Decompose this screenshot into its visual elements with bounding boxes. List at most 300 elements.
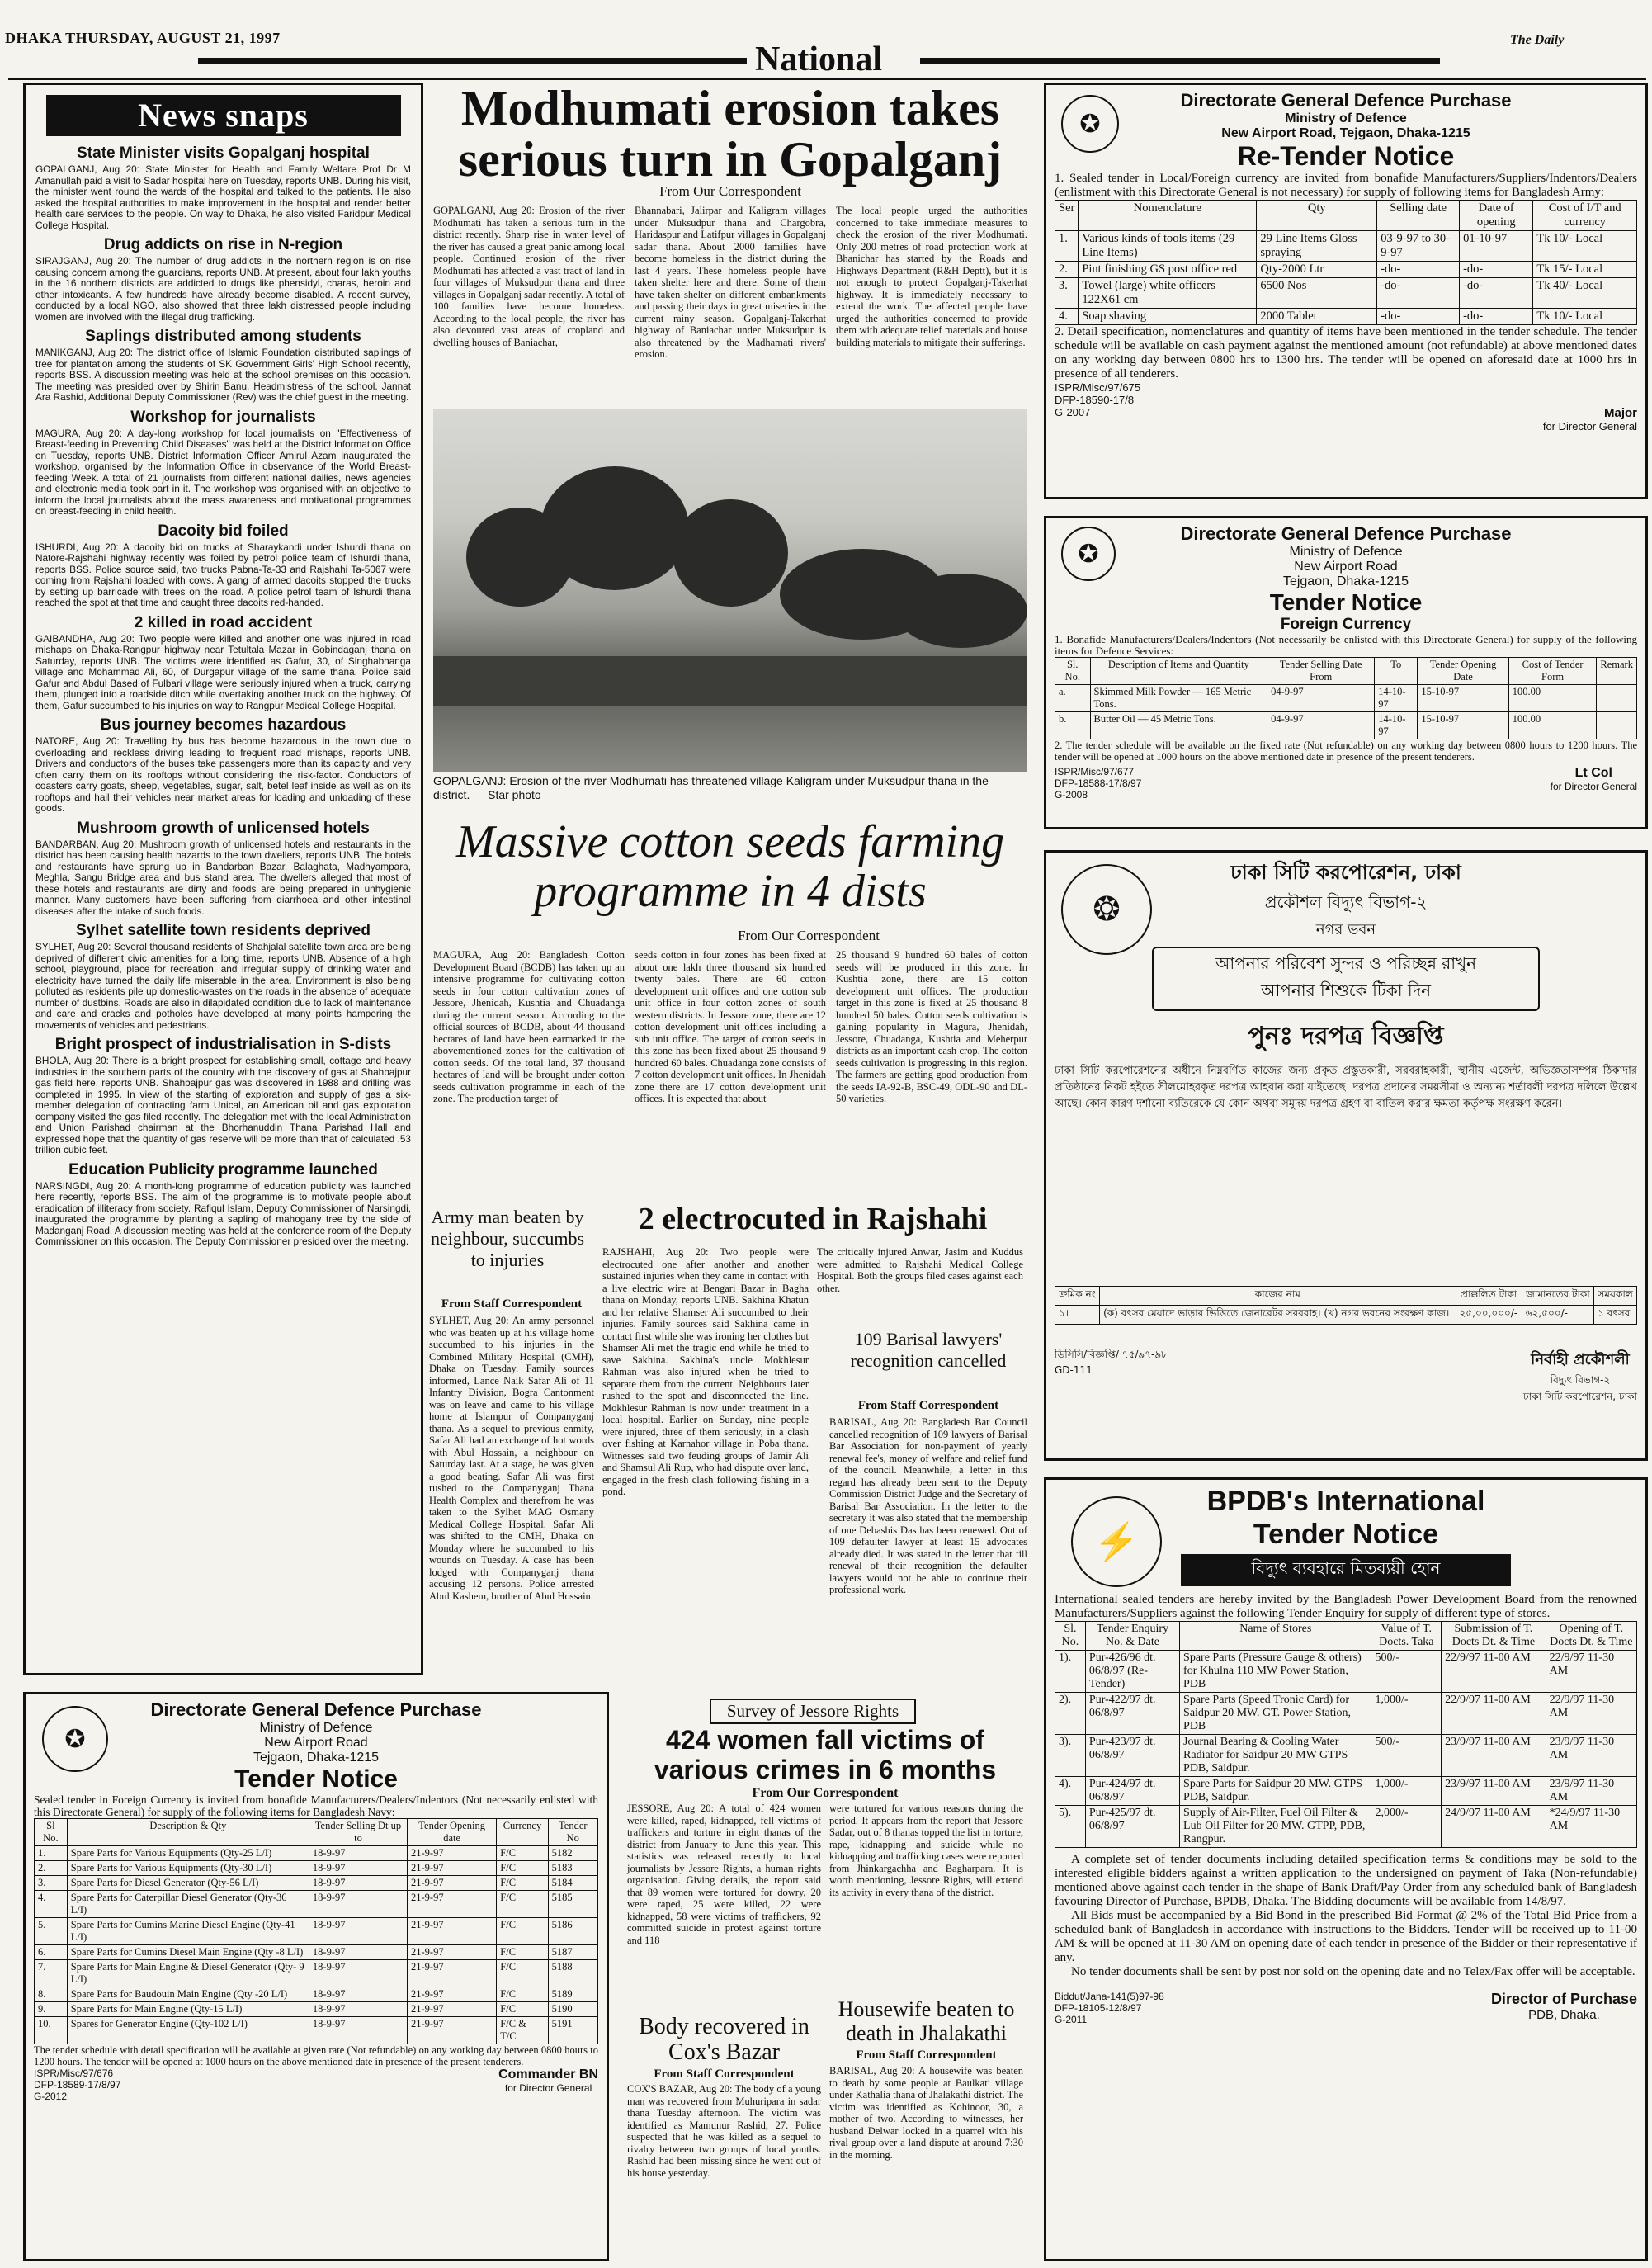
table-cell: Pur-424/97 dt. 06/8/97 — [1085, 1777, 1179, 1806]
bpdb-logo-icon: ⚡ — [1071, 1496, 1162, 1587]
table-cell: Supply of Air-Filter, Fuel Oil Filter & Lub Oil Filter for 20 MW. GTPP, PDB, Rangpur. — [1180, 1806, 1371, 1848]
table-cell: ১। — [1055, 1306, 1100, 1325]
tender-ref: ISPR/Misc/97/676 — [34, 2067, 114, 2079]
table-cell: 6500 Nos — [1257, 278, 1377, 309]
headline-jhalakathi: Housewife beaten to death in Jhalakathi — [838, 1997, 1015, 2045]
byline: From Our Correspondent — [752, 1786, 899, 1800]
tender-paragraph: A complete set of tender documents including detailed specification terms & conditions may be sold to the interested eligible bidders against a written application to the undersigned on payment of Taka (Non-refundable) mentioned above against each tender in the shape of Bank Draft/Pay Order from any scheduled bank of Bangladesh favouring Director of Purchase, BPDB, Dhaka. The Bidding documents will be available from 14/8/97. — [1055, 1853, 1637, 1908]
tender-note: The tender schedule with detail specification will be available at given rate (Not refundable) on any working day between 0800 hours to 1200 hours. The tender will be opened at 1000 hours on the above mentioned date in presence of the present tenderers. — [34, 2044, 598, 2067]
tender-ministry: Ministry of Defence — [1289, 545, 1403, 559]
snap-headline: Saplings distributed among students — [85, 328, 361, 345]
headline-barisal: 109 Barisal lawyers' recognition cancelled — [850, 1329, 1007, 1371]
table-cell: 22/9/97 11-30 AM — [1546, 1651, 1636, 1693]
table-cell: F/C — [497, 1987, 548, 2002]
article-column: MAGURA, Aug 20: Bangladesh Cotton Development Board (BCDB) has taken up an intensive programme for cultivating cotton seeds in four cotton cultivation zones of Jessore, Jhenidah, Kushtia and Chuadanga during the current season. According to the official sources of BCDB, about 44 thousand hectares of land have been earmarked in the abovementioned zones for the cultivation of cotton seeds. Of the total land, 37 thousand hectares of land will be brought under cotton seeds cultivation programme in each of the zone. The production target of — [433, 949, 625, 1104]
tender-signatory: Major — [1603, 406, 1637, 420]
table-cell: 6. — [35, 1945, 68, 1960]
tender-signatory-title: PDB, Dhaka. — [1528, 2008, 1600, 2022]
table-cell: F/C — [497, 1960, 548, 1987]
table-row — [1055, 1651, 1637, 1693]
table-cell: Tk 40/- Local — [1533, 278, 1637, 309]
article-army: SYLHET, Aug 20: An army personnel who was beaten up at his village home succumbed to his injuries in the Combined Military Hospital (CMH), Dhaka on Tuesday. Family sources informed, Lance Naik Safar Ali of 11 Infantry Division, Bogra Cantonment was on leave and came to his village home at Islampur of Companyganj thana. As a sequel to previous enmity, Safar Ali had an exchange of hot words with Abul Hossain, a neighbour on Saturday last. At a stage, he was given a good beating. Safar Ali was first rushed to the Companyganj Thana Health Complex and therefrom he was taken to the Sylhet MAG Osmany Medical College Hospital. Safar Ali was shifted to the CMH, Dhaka on Monday where he succumbed to his wounds on Tuesday. A case has been lodged with Companyganj thana accusing 12 persons. Police arrested Abul Kashem, brother of Abul Hossain. — [429, 1315, 594, 1602]
table-cell: Spare Parts (Pressure Gauge & others) for Khulna 110 MW Power Station, PDB — [1180, 1651, 1371, 1693]
tender-table — [1055, 657, 1637, 739]
table-cell: 18-9-97 — [309, 1861, 407, 1876]
tender-ref: DFP-18589-17/8/97 — [34, 2079, 121, 2091]
table-cell: Tk 15/- Local — [1533, 262, 1637, 278]
snap-body: GOPALGANJ, Aug 20: State Minister for Health and Family Welfare Prof Dr M Amanullah paid a visit to Sadar hospital here on Tuesday, reports UNB. During his visit, the minister went round the wards of the hospital and talked to the patients. He also asked the hospital authorities to make improvement in the hospital and render better health care services to the people. On way to Dhaka, he also visited Faridpur Medical College Hospital. — [35, 163, 411, 231]
table-cell: 22/9/97 11-00 AM — [1442, 1651, 1546, 1693]
table-cell: 500/- — [1371, 1735, 1442, 1777]
table-header-cell: Tender Enquiry No. & Date — [1085, 1622, 1179, 1651]
table-row — [1055, 1806, 1637, 1848]
snap-body: ISHURDI, Aug 20: A dacoity bid on trucks at Sharaykandi under Ishurdi thana on Natore-Rajshahi highway recently was foiled by petrol police team of Ishurdi thana, reports BSS. Police source said, two trucks Pabna-Ta-33 and Rajshahi Ta-5067 were coming from Rajshahi loaded with cows. A gang of armed dacoits stopped the trucks by setting up barricade with trees on the road. A police petrol team of Ishurdi thana reached the spot at that time and caught three dacoits red-handed. — [35, 541, 411, 608]
table-header-cell: Cost of I/T and currency — [1533, 201, 1637, 231]
table-cell: 100.00 — [1508, 712, 1597, 739]
slogan-text: আপনার পরিবেশ সুন্দর ও পরিচ্ছন্ন রাখুন — [1215, 953, 1477, 973]
table-cell: 100.00 — [1508, 685, 1597, 712]
tender-title: পুনঃ দরপত্র বিজ্ঞপ্তি — [1248, 1022, 1444, 1051]
article-jessore — [627, 1803, 1023, 1946]
table-cell: 29 Line Items Gloss spraying — [1257, 231, 1377, 262]
table-cell: ২৫,০০,০০০/- — [1456, 1306, 1522, 1325]
defence-emblem-icon: ✪ — [1061, 95, 1119, 153]
table-header-cell: প্রাক্কলিত টাকা — [1456, 1287, 1522, 1306]
table-header-cell: Name of Stores — [1180, 1622, 1371, 1651]
table-header-cell: Description of Items and Quantity — [1090, 658, 1267, 685]
tender-title: Tender Notice — [234, 1765, 398, 1793]
slogan-box — [1152, 947, 1540, 1011]
table-header-cell: Submission of T. Docts Dt. & Time — [1442, 1622, 1546, 1651]
table-cell: -do- — [1460, 262, 1533, 278]
tender-signatory-title: ঢাকা সিটি করপোরেশন, ঢাকা — [1522, 1391, 1637, 1402]
snap-headline: Bus journey becomes hazardous — [100, 716, 347, 734]
article-column: were tortured for various reasons during the period. It appears from the report that Jessore Sadar, out of 8 thanas topped the list in torture, rape, kidnapping and suicide while no kidnapping and trafficking cases were reported from Jhinkargachha and Bagharpara. It is worth mentioning, Jessore Rights, will extend its activity in every thana of the district. — [829, 1803, 1023, 1898]
table-cell: Spare Parts for Various Equipments (Qty-30 L/I) — [67, 1861, 309, 1876]
headline-modhumati: Modhumati erosion takes serious turn in Gopalganj — [458, 81, 1003, 187]
snap-headline: Mushroom growth of unlicensed hotels — [77, 819, 370, 837]
table-header-cell: Description & Qty — [67, 1819, 309, 1846]
table-cell: 5186 — [548, 1918, 597, 1945]
byline: From Staff Correspondent — [654, 2067, 795, 2081]
table-cell: 5. — [35, 1918, 68, 1945]
slogan-text: আপনার শিশুকে টিকা দিন — [1260, 980, 1432, 1000]
table-cell: Pint finishing GS post office red — [1079, 262, 1257, 278]
table-cell: 5184 — [548, 1876, 597, 1891]
table-row — [1055, 1735, 1637, 1777]
tender-table — [1055, 200, 1637, 325]
tender-ref: G-2007 — [1055, 406, 1091, 418]
table-cell: 18-9-97 — [309, 1846, 407, 1861]
tender-paragraph: No tender documents shall be sent by post nor sold on the opening date and no Telex/Fax offer will be acceptable. — [1071, 1965, 1635, 1978]
table-cell: F/C — [497, 1918, 548, 1945]
tree-shape — [540, 466, 689, 590]
tender-subtitle: Foreign Currency — [1280, 616, 1412, 633]
table-cell: Spare Parts for Baudouin Main Engine (Qty -20 L/I) — [67, 1987, 309, 2002]
table-cell: Spares for Generator Engine (Qty-102 L/I) — [67, 2017, 309, 2044]
divider — [8, 78, 1646, 80]
table-header-cell: Cost of Tender Form — [1508, 658, 1597, 685]
table-cell: 04-9-97 — [1267, 712, 1375, 739]
table-row — [35, 1846, 598, 1861]
tender-address: New Airport Road — [264, 1736, 368, 1750]
table-cell: 23/9/97 11-00 AM — [1442, 1777, 1546, 1806]
defence-emblem-icon: ✪ — [42, 1706, 108, 1772]
article-coxs-bazar: COX'S BAZAR, Aug 20: The body of a young man was recovered from Muhuripara in sadar thana Tuesday afternoon. The victim was identified as Mamunur Rashid, 27. Police suspected that he was killed as a sequel to rivalry between two groups of local youths. Rashid had been missing since he went out of his house yesterday. — [627, 2083, 821, 2179]
table-cell: 1). — [1055, 1651, 1086, 1693]
photo-caption: GOPALGANJ: Erosion of the river Modhumati has threatened village Kaligram under Muksudpur thana in the district. — Star photo — [433, 774, 989, 801]
tender-address: Tejgaon, Dhaka-1215 — [253, 1751, 380, 1765]
kicker-jessore: Survey of Jessore Rights — [710, 1699, 916, 1724]
article-column: The critically injured Anwar, Jasim and Kuddus were admitted to Rajshahi Medical College Hospital. Both the groups filed cases against each other. — [817, 1246, 1023, 1294]
tender-ref: ISPR/Misc/97/675 — [1055, 381, 1141, 394]
tender-intro: International sealed tenders are hereby invited by the Bangladesh Power Development Board from the renowned Manufacturers/Suppliers against the following Tender Enquiry for supply of different type of stores. — [1055, 1593, 1637, 1620]
table-cell: 23/9/97 11-30 AM — [1546, 1735, 1636, 1777]
tender-paragraph: All Bids must be accompanied by a Bid Bond in the prescribed Bid Format @ 2% of the Total Bid Price from a scheduled bank of Bangladesh in accordance with instructions to the Bidders. Tender will be received up to 11-00 AM & will be opened at 11-30 AM on opening date of each tender in presence of the Bidder or their representative if any. — [1055, 1909, 1637, 1964]
tender-ref: G-2008 — [1055, 789, 1088, 801]
headline-army: Army man beaten by neighbour, succumbs to injuries — [430, 1207, 585, 1270]
table-cell: F/C — [497, 1945, 548, 1960]
tender-signatory-title: বিদ্যুৎ বিভাগ-২ — [1550, 1374, 1611, 1386]
tender-address: New Airport Road, Tejgaon, Dhaka-1215 — [1221, 126, 1470, 140]
article-column: seeds cotton in four zones has been fixed at about one lakh three thousand six hundred twenty bales. There are 60 cotton development unit offices and one cotton sub unit office in four cotton zones of south western districts. In Jessore zone, there are 12 cotton development unit offices including a sub unit office. The target of cotton seeds in this zone has been fixed about 25 thousand 9 hundred 60 bales. Chuadanga zone consists of 7 cotton development unit offices. In Jhenidah zone there are 17 cotton development unit offices. It is expected that about — [635, 949, 827, 1104]
tender-ref: DFP-18588-17/8/97 — [1055, 777, 1142, 789]
table-cell: Pur-426/96 dt. 06/8/97 (Re-Tender) — [1085, 1651, 1179, 1693]
news-snaps-banner: News snaps — [46, 95, 401, 136]
table-cell: Spare Parts for Cumins Marine Diesel Engine (Qty-41 L/I) — [67, 1918, 309, 1945]
table-cell: Journal Bearing & Cooling Water Radiator for Saidpur 20 MW GTPS PDB, Saidpur. — [1180, 1735, 1371, 1777]
table-cell: 4. — [1055, 309, 1079, 325]
table-cell: 5190 — [548, 2002, 597, 2017]
table-cell: F/C — [497, 1846, 548, 1861]
table-cell: -do- — [1377, 278, 1460, 309]
table-cell: 21-9-97 — [408, 1987, 497, 2002]
table-cell: Spare Parts for Various Equipments (Qty-25 L/I) — [67, 1846, 309, 1861]
tender-intro: 1. Sealed tender in Local/Foreign currency are invited from bonafide Manufacturers/Suppliers/Indentors/Dealers (enlistment with this Directorate General is not necessary) for supply of following items for Bangladesh Army: — [1055, 172, 1637, 199]
table-cell: -do- — [1460, 309, 1533, 325]
table-row — [1055, 1777, 1637, 1806]
tender-table — [1055, 1286, 1637, 1325]
masthead-date: DHAKA THURSDAY, AUGUST 21, 1997 — [5, 30, 281, 46]
tender-ref: ডিসিসি/বিজ্ঞপ্তি/ ৭৫/৯৭-৯৮ — [1055, 1349, 1168, 1360]
tender-body: ঢাকা সিটি করপোরেশনের অধীনে নিম্নবর্ণিত কাজের জন্য প্রকৃত প্রস্তুতকারী, সরবরাহকারী, স্থানীয় এজেন্ট, অভিজ্ঞতাসম্পন্ন ঠিকাদার প্রতিষ্ঠানের নিকট হইতে সীলমোহরকৃত দরপত্র আহবান করা যাইতেছে। দরপত্র প্রদানের সময়সীমা ও অন্যান্য শর্তাবলী দরপত্র দলিলে উল্লেখ আছে। কোন কারণ দর্শানো ব্যতিরেকে যে কোন অথবা সমুদয় দরপত্র গ্রহণ বা বাতিল করার ক্ষমতা কর্তৃপক্ষ সংরক্ষণ করেন। — [1055, 1065, 1637, 1110]
table-header-cell: Currency — [497, 1819, 548, 1846]
riverbank-shape — [433, 656, 1027, 706]
table-cell: *24/9/97 11-30 AM — [1546, 1806, 1636, 1848]
tender-place: নগর ভবন — [1315, 921, 1376, 938]
table-cell: Spare Parts (Speed Tronic Card) for Saidpur 20 MW. GT. Power Station, PDB — [1180, 1693, 1371, 1735]
tender-title: BPDB's International — [1206, 1486, 1485, 1517]
table-cell: Skimmed Milk Powder — 165 Metric Tons. — [1090, 685, 1267, 712]
table-cell: 5). — [1055, 1806, 1086, 1848]
table-header-cell: Sl No. — [35, 1819, 68, 1846]
table-row — [35, 1876, 598, 1891]
table-cell: 5187 — [548, 1945, 597, 1960]
table-header-cell: Selling date — [1377, 201, 1460, 231]
table-cell: 21-9-97 — [408, 1960, 497, 1987]
table-cell: 18-9-97 — [309, 1960, 407, 1987]
article-column: Bhannabari, Jalirpar and Kaligram villages under Muksudpur thana and Chargobra, Haridaspur and Latifpur villages in Gopalganj sadar thana. About 2000 families have become homeless in the district during the last 4 years. These homeless people have taken shelter here and there. Some of them have taken shelter on different embankments and passing their days in great miseries in the current rainy season. Gopalganj-Takerhat highway of Baniachar under Muksudpur is also threatened by the Madhamati rivers' erosion. — [635, 205, 826, 360]
tender-address: Tejgaon, Dhaka-1215 — [1282, 574, 1409, 588]
table-cell: 18-9-97 — [309, 2002, 407, 2017]
table-cell: Towel (large) white officers 122X61 cm — [1079, 278, 1257, 309]
table-cell: 21-9-97 — [408, 1945, 497, 1960]
snap-body: BANDARBAN, Aug 20: Mushroom growth of unlicensed hotels and restaurants in the district has been causing health hazards to the town dwellers, reports UNB. The hotels and restaurants have sprung up in Bandarban Bazar, Balaghata, Madhyampara, Meghla, Sangu Bridge area and bus stand area. The dwellers alleged that most of these hotels and restaurants are dirty and foods are being prepared in unhygienic manner. Many customers have been suffering from diarrhoea and other intestinal diseases after the intake of such foods. — [35, 838, 411, 917]
byline: From Staff Correspondent — [856, 2048, 997, 2062]
table-cell: 2000 Tablet — [1257, 309, 1377, 325]
table-cell: 22/9/97 11-00 AM — [1442, 1693, 1546, 1735]
table-cell: 03-9-97 to 30-9-97 — [1377, 231, 1460, 262]
tree-shape — [895, 574, 1027, 648]
table-cell: (ক) বৎসর মেয়াদে ভাড়ার ভিত্তিতে জেনারেটর সরবরাহ। (খ) নগর ভবনের সংরক্ষণ কাজ। — [1100, 1306, 1456, 1325]
table-row — [35, 2002, 598, 2017]
tender-ref: GD-111 — [1055, 1364, 1093, 1376]
tender-ref: G-2012 — [34, 2091, 68, 2102]
tender-title: Re-Tender Notice — [1237, 141, 1455, 171]
table-header-cell: Ser — [1055, 201, 1079, 231]
table-header-cell: Tender Selling Date From — [1267, 658, 1375, 685]
article-jhalakathi: BARISAL, Aug 20: A housewife was beaten to death by some people at Baulkati village under Kathalia thana of Jhalakathi district. The victim was identified as Kohinoor, 30, a mother of two. According to witnesses, her husband Delwar locked in a quarrel with his rival group over a land dispute at around 7:30 in the morning. — [829, 2065, 1023, 2161]
headline-rajshahi: 2 electrocuted in Rajshahi — [638, 1202, 988, 1236]
article-column: 25 thousand 9 hundred 60 bales of cotton seeds will be produced in this zone. In Kushtia zone, there are 15 cotton development unit offices. The production target in this zone is fixed at 25 thousand 8 hundred 50 bales. Cotton seeds cultivation is gaining popularity in Magura, Jhenidah, Jessore, Chuadanga, Kushtia and Meherpur districts as an important cash crop. The cotton seeds cultivation is progressing in this region. The farmers are getting good production from the seeds IA-92-B, BSC-49, ODL-90 and DL-50 varieties. — [836, 949, 1027, 1104]
table-row — [1055, 712, 1637, 739]
table-header-cell: Date of opening — [1460, 201, 1533, 231]
table-cell: F/C — [497, 1891, 548, 1918]
tender-retender-army — [1044, 83, 1648, 499]
table-cell: 18-9-97 — [309, 1891, 407, 1918]
tender-foreign-currency — [1044, 516, 1648, 829]
table-header-cell: Tender No — [548, 1819, 597, 1846]
snap-headline: Dacoity bid foiled — [158, 522, 289, 540]
tender-signatory-title: for Director General — [504, 2082, 592, 2094]
snap-headline: State Minister visits Gopalganj hospital — [77, 144, 370, 162]
table-cell: 4). — [1055, 1777, 1086, 1806]
article-modhumati — [433, 205, 1027, 361]
article-cotton — [433, 949, 1027, 1105]
table-cell: 7. — [35, 1960, 68, 1987]
table-cell: F/C — [497, 2002, 548, 2017]
table-cell: 18-9-97 — [309, 1918, 407, 1945]
snap-body: NARSINGDI, Aug 20: A month-long programme of education publicity was launched here recently, reports BSS. The aim of the programme is to motivate people about eradication of illiteracy from society. Rafiqul Islam, Deputy Commissioner of Narsingdi, inaugurated the programme by planting a sapling of mahogany tree by the side of Madanganj Road. A discussion meeting was held at the conference room of the Deputy Commissioner on this occasion. The Deputy Commissioner presided over the meeting. — [35, 1179, 411, 1247]
table-cell: 21-9-97 — [408, 1891, 497, 1918]
tender-ref: ISPR/Misc/97/677 — [1055, 766, 1135, 777]
table-cell: 1,000/- — [1371, 1777, 1442, 1806]
tender-title: Tender Notice — [1269, 589, 1423, 615]
table-cell: 01-10-97 — [1460, 231, 1533, 262]
tender-title: Tender Notice — [1253, 1519, 1439, 1550]
tender-signatory: Lt Col — [1574, 766, 1612, 780]
table-cell: 2). — [1055, 1693, 1086, 1735]
table-cell: Various kinds of tools items (29 Line Items) — [1079, 231, 1257, 262]
table-cell: 23/9/97 11-00 AM — [1442, 1735, 1546, 1777]
table-header-cell: Nomenclature — [1079, 201, 1257, 231]
snap-headline: Drug addicts on rise in N-region — [103, 236, 343, 253]
table-cell: Tk 10/- Local — [1533, 231, 1637, 262]
table-cell: 21-9-97 — [408, 1846, 497, 1861]
table-cell: Tk 10/- Local — [1533, 309, 1637, 325]
table-cell: 3). — [1055, 1735, 1086, 1777]
table-cell: Spare Parts for Main Engine & Diesel Generator (Qty- 9 L/I) — [67, 1960, 309, 1987]
table-header-cell: Sl. No. — [1055, 658, 1091, 685]
table-cell: 18-9-97 — [309, 1876, 407, 1891]
table-row — [35, 1945, 598, 1960]
snap-headline: Education Publicity programme launched — [68, 1160, 378, 1179]
river-erosion-photo — [433, 409, 1027, 772]
table-cell: Pur-422/97 dt. 06/8/97 — [1085, 1693, 1179, 1735]
table-cell: Butter Oil — 45 Metric Tons. — [1090, 712, 1267, 739]
snap-headline: 2 killed in road accident — [134, 613, 313, 631]
table-cell: 15-10-97 — [1418, 712, 1508, 739]
news-snaps-list — [35, 144, 411, 1248]
tender-signatory: Director of Purchase — [1490, 1991, 1637, 2007]
table-cell: Pur-425/97 dt. 06/8/97 — [1085, 1806, 1179, 1848]
tender-table — [34, 1818, 598, 2044]
tender-org: Directorate General Defence Purchase — [150, 1699, 482, 1720]
table-header-cell: জামানতের টাকা — [1522, 1287, 1593, 1306]
table-cell: 14-10-97 — [1375, 712, 1418, 739]
table-header-cell: Tender Opening Date — [1418, 658, 1508, 685]
table-header-cell: ক্রমিক নং — [1055, 1287, 1100, 1306]
table-cell: 5182 — [548, 1846, 597, 1861]
headline-coxs-bazar: Body recovered in Cox's Bazar — [639, 2014, 809, 2065]
table-cell: F/C — [497, 1861, 548, 1876]
table-cell: b. — [1055, 712, 1091, 739]
tender-ref: DFP-18590-17/8 — [1055, 394, 1135, 406]
table-cell: Pur-423/97 dt. 06/8/97 — [1085, 1735, 1179, 1777]
table-cell: 21-9-97 — [408, 2017, 497, 2044]
snap-body: SIRAJGANJ, Aug 20: The number of drug addicts in the northern region is on rise causing concern among the guardians, reports UNB. At present, about four lakh youths in the 16 northern districts are addicted to drugs like phensidyl, charas, heroin and other intoxicants. A few hundreds have already become disabled. A recent survey, conducted by a local NGO, also showed that three lakh distressed people including women are involved with the illegal drug trafficking. — [35, 255, 411, 323]
table-cell: Soap shaving — [1079, 309, 1257, 325]
table-cell: 5191 — [548, 2017, 597, 2044]
table-row — [1055, 262, 1637, 278]
defence-emblem-icon: ✪ — [1061, 527, 1116, 581]
tender-signatory-title: for Director General — [1550, 781, 1637, 792]
table-cell: Spare Parts for Saidpur 20 MW. GTPS PDB, Saidpur. — [1180, 1777, 1371, 1806]
tender-navy — [23, 1692, 609, 2261]
table-row — [35, 1918, 598, 1945]
table-cell: -do- — [1377, 309, 1460, 325]
table-cell: 3. — [1055, 278, 1079, 309]
snap-body: BHOLA, Aug 20: There is a bright prospect for establishing small, cottage and heavy industries in the southern parts of the country with the discovery of gas at Shahbajpur gas field here, reports UNB. Shahbajpur gas was discovered in 1988 and drilling was completed in 1995. In view of the starting of exploration and supply of gas a six-member delegation of contracting farm Unical, an American oil and gas exploration company visited the gas filed recently. The delegation met with the local Administration and Union Parishad chairman at the Bhorhanuddin Thana Parishad Hall and expressed hope that the quantity of gas reserve will be more than that of calculated .53 trillion cubic feet. — [35, 1055, 411, 1155]
table-cell: 21-9-97 — [408, 1918, 497, 1945]
tender-ref: Biddut/Jana-141(5)97-98 — [1055, 1991, 1164, 2002]
section-rule — [198, 58, 747, 64]
article-column: JESSORE, Aug 20: A total of 424 women were killed, raped, kidnapped, fell victims of traffickers and torture in eight thanas of the district from January to June this year. This statistics was released recently to local journalists by Jessore Rights, a human rights organisation. Giving details, the report said that 89 women were tortured for dowry, 20 were raped, 25 were killed, 22 were kidnapped, 58 were victims of traffickers, 92 committed suicide in protest against torture and 118 — [627, 1803, 821, 1946]
tender-signatory-title: for Director General — [1542, 420, 1637, 432]
table-cell: F/C — [497, 1876, 548, 1891]
tender-bpdb — [1044, 1477, 1648, 2261]
table-cell: Spare Parts for Diesel Generator (Qty-56 L/I) — [67, 1876, 309, 1891]
snap-body: MANIKGANJ, Aug 20: The district office of Islamic Foundation distributed saplings of tree for plantation among the students of SK Government Girls' High School recently, reports BSS. A discussion meeting was held at the school premises on this occasion. The meeting was presided over by Shirin Banu, Headmistress of the school. Jannat Ara Rashid, Additional Deputy Commissioner (Rev) was the chief guest in the meeting. — [35, 347, 411, 403]
table-cell: ১ বৎসর — [1594, 1306, 1637, 1325]
table-cell: 04-9-97 — [1267, 685, 1375, 712]
table-row — [35, 1891, 598, 1918]
tender-ref: G-2011 — [1055, 2014, 1088, 2025]
table-header-cell: Remark — [1597, 658, 1637, 685]
masthead-logo: The Daily — [1510, 33, 1565, 47]
table-cell: 5183 — [548, 1861, 597, 1876]
article-column: GOPALGANJ, Aug 20: Erosion of the river Modhumati has taken a serious turn in the district recently. Sharp rise in water level of the river has caused a great panic among local people. Continued erosion of the river Modhumati has affected a vast tract of land in four villages of Muksudpur thana and three villages in Gopalganj sadar recently. A total of 100 families have become homeless. According to the local people, the river has also devoured vast areas of cropland and dwelling houses of Baniachar, — [433, 205, 625, 348]
table-header-cell: Opening of T. Docts Dt. & Time — [1546, 1622, 1636, 1651]
table-cell: F/C & T/C — [497, 2017, 548, 2044]
tender-intro: 1. Bonafide Manufacturers/Dealers/Indentors (Not necessarily be enlisted with this Directorate General) for supply of the following items for Defence Services: — [1055, 633, 1637, 657]
table-cell: 21-9-97 — [408, 2002, 497, 2017]
tender-ministry: Ministry of Defence — [1285, 111, 1407, 125]
table-cell: 9. — [35, 2002, 68, 2017]
table-row — [1055, 1306, 1637, 1325]
table-cell: 4. — [35, 1891, 68, 1918]
table-row — [35, 1861, 598, 1876]
table-header-cell: Tender Selling Dt up to — [309, 1819, 407, 1846]
table-header-cell: Value of T. Docts. Taka — [1371, 1622, 1442, 1651]
table-header-cell: কাজের নাম — [1100, 1287, 1456, 1306]
page-header — [0, 0, 1652, 78]
tender-org: Directorate General Defence Purchase — [1180, 90, 1512, 111]
tender-intro: Sealed tender in Foreign Currency is invited from bonafide Manufacturers/Dealers/Indentors (Not necessarily enlisted with this Directorate General) for supply of the following items for Bangladesh Navy: — [34, 1793, 598, 1818]
table-cell: 10. — [35, 2017, 68, 2044]
table-cell: 14-10-97 — [1375, 685, 1418, 712]
snap-body: NATORE, Aug 20: Travelling by bus has become hazardous in the town due to overloading and reckless driving leading to frequent road mishaps, reports UNB. Drivers and conductors of the buses take passengers more than its capacity and very often carry them on its rooftops without considering the risk-factor. Conductors of coasters carry goats, sheep, vegetables, sugar, salt, betel leaf inside as well as on its rooftops and hail their vehicles near market areas for loading and unloading of these goods. — [35, 735, 411, 814]
snap-body: GAIBANDHA, Aug 20: Two people were killed and another one was injured in road mishaps on Dhaka-Rangpur highway near Tetultala Mazar in Gobindaganj thana on Saturday, reports UNB. The victims were identified as Gafur, 30, of Singhabhanga village and Mohammad Ali, 60, of Durgapur village of the same thana. Police said Gafur and Abdul Based of Fulbari village were seriously injured when a truck, carrying them, plunged into a roadside ditch while overtaking another truck on the highway. Of them, Gafur succumbed to his injuries on way to Rangpur Medical College Hospital. — [35, 632, 411, 711]
table-cell: 15-10-97 — [1418, 685, 1508, 712]
snap-headline: Sylhet satellite town residents deprived — [76, 922, 371, 939]
table-row — [1055, 685, 1637, 712]
snap-headline: Bright prospect of industrialisation in S-dists — [54, 1036, 392, 1053]
tender-note: 2. Detail specification, nomenclatures and quantity of items have been mentioned in the tender schedule. The tender schedule will be available on cash payment against the mentioned amount (not refundable) at above mentioned dates on any working day between 0800 hrs to 1300 hrs. The tender will be opened on aforesaid date at 1000 hrs in presence of all tenderers. — [1055, 325, 1637, 380]
table-header-cell: সময়কাল — [1594, 1287, 1637, 1306]
snap-body: SYLHET, Aug 20: Several thousand residents of Shahjalal satellite town area are being deprived of different civic amenities for a long time, reports UNB. Absence of a high school, playground, place for recreation, and irregular supply of drinking water and electricity have turned the daily life miserable in the area. Environment is also being polluted as residents pile up domestic-wastes on the roads in the absence of adequate number of dustbins. Roads are also in dilapidated condition due to lack of maintenance and care and cracks and potholes have developed at many points hampering the movements of vehicles and pedestrians. — [35, 941, 411, 1031]
table-cell: 5189 — [548, 1987, 597, 2002]
table-cell: Spare Parts for Cumins Diesel Main Engine (Qty -8 L/I) — [67, 1945, 309, 1960]
news-snaps-box — [23, 83, 423, 1675]
table-row — [1055, 1693, 1637, 1735]
table-cell: 23/9/97 11-30 AM — [1546, 1777, 1636, 1806]
section-rule — [920, 58, 1440, 64]
table-cell: 500/- — [1371, 1651, 1442, 1693]
table-cell: Spare Parts for Main Engine (Qty-15 L/I) — [67, 2002, 309, 2017]
table-header-cell: To — [1375, 658, 1418, 685]
table-cell: -do- — [1377, 262, 1460, 278]
table-cell: 18-9-97 — [309, 2017, 407, 2044]
table-row — [35, 1960, 598, 1987]
table-row — [1055, 309, 1637, 325]
tender-dhaka-city-corporation — [1044, 850, 1648, 1461]
table-cell: 24/9/97 11-00 AM — [1442, 1806, 1546, 1848]
tender-table — [1055, 1621, 1637, 1848]
table-cell: 18-9-97 — [309, 1987, 407, 2002]
table-cell — [1597, 685, 1637, 712]
table-cell: 21-9-97 — [408, 1876, 497, 1891]
byline: From Staff Correspondent — [441, 1297, 583, 1311]
tender-org: Directorate General Defence Purchase — [1180, 523, 1512, 544]
table-cell: 5188 — [548, 1960, 597, 1987]
table-row — [1055, 231, 1637, 262]
headline-cotton: Massive cotton seeds farming programme in 4 dists — [455, 816, 1005, 917]
table-cell: Spare Parts for Caterpillar Diesel Generator (Qty-36 L/I) — [67, 1891, 309, 1918]
table-cell: 18-9-97 — [309, 1945, 407, 1960]
table-header-cell: Tender Opening date — [408, 1819, 497, 1846]
table-cell: 3. — [35, 1876, 68, 1891]
byline: From Staff Correspondent — [857, 1399, 999, 1412]
table-cell: ৬২,৫০০/- — [1522, 1306, 1593, 1325]
tender-dept: প্রকৌশল বিদ্যুৎ বিভাগ-২ — [1264, 892, 1428, 912]
table-header-cell: Sl. No. — [1055, 1622, 1086, 1651]
tender-address: New Airport Road — [1294, 560, 1398, 574]
article-column: The local people urged the authorities concerned to take immediate measures to check the erosion of the river Modhumati. Only 200 metres of road protection work at Bhanichar has started by the Roads and Highways Department (R&H Deptt), but it is not enough to protect Gopalganj-Takerhat highway. It is immediately necessary to extend the work. The affected people have urged the authorities concerned to provide them with adequate relief materials and house building materials to mitigate their sufferings. — [836, 205, 1027, 348]
tender-note: 2. The tender schedule will be available on the fixed rate (Not refundable) on any working day between 0800 hours to 1200 hours. The tender will be opened at 1000 hours on the above mentioned date in presence of the present tenderers. — [1055, 739, 1637, 763]
snap-headline: Workshop for journalists — [130, 408, 316, 426]
table-cell: 22/9/97 11-30 AM — [1546, 1693, 1636, 1735]
